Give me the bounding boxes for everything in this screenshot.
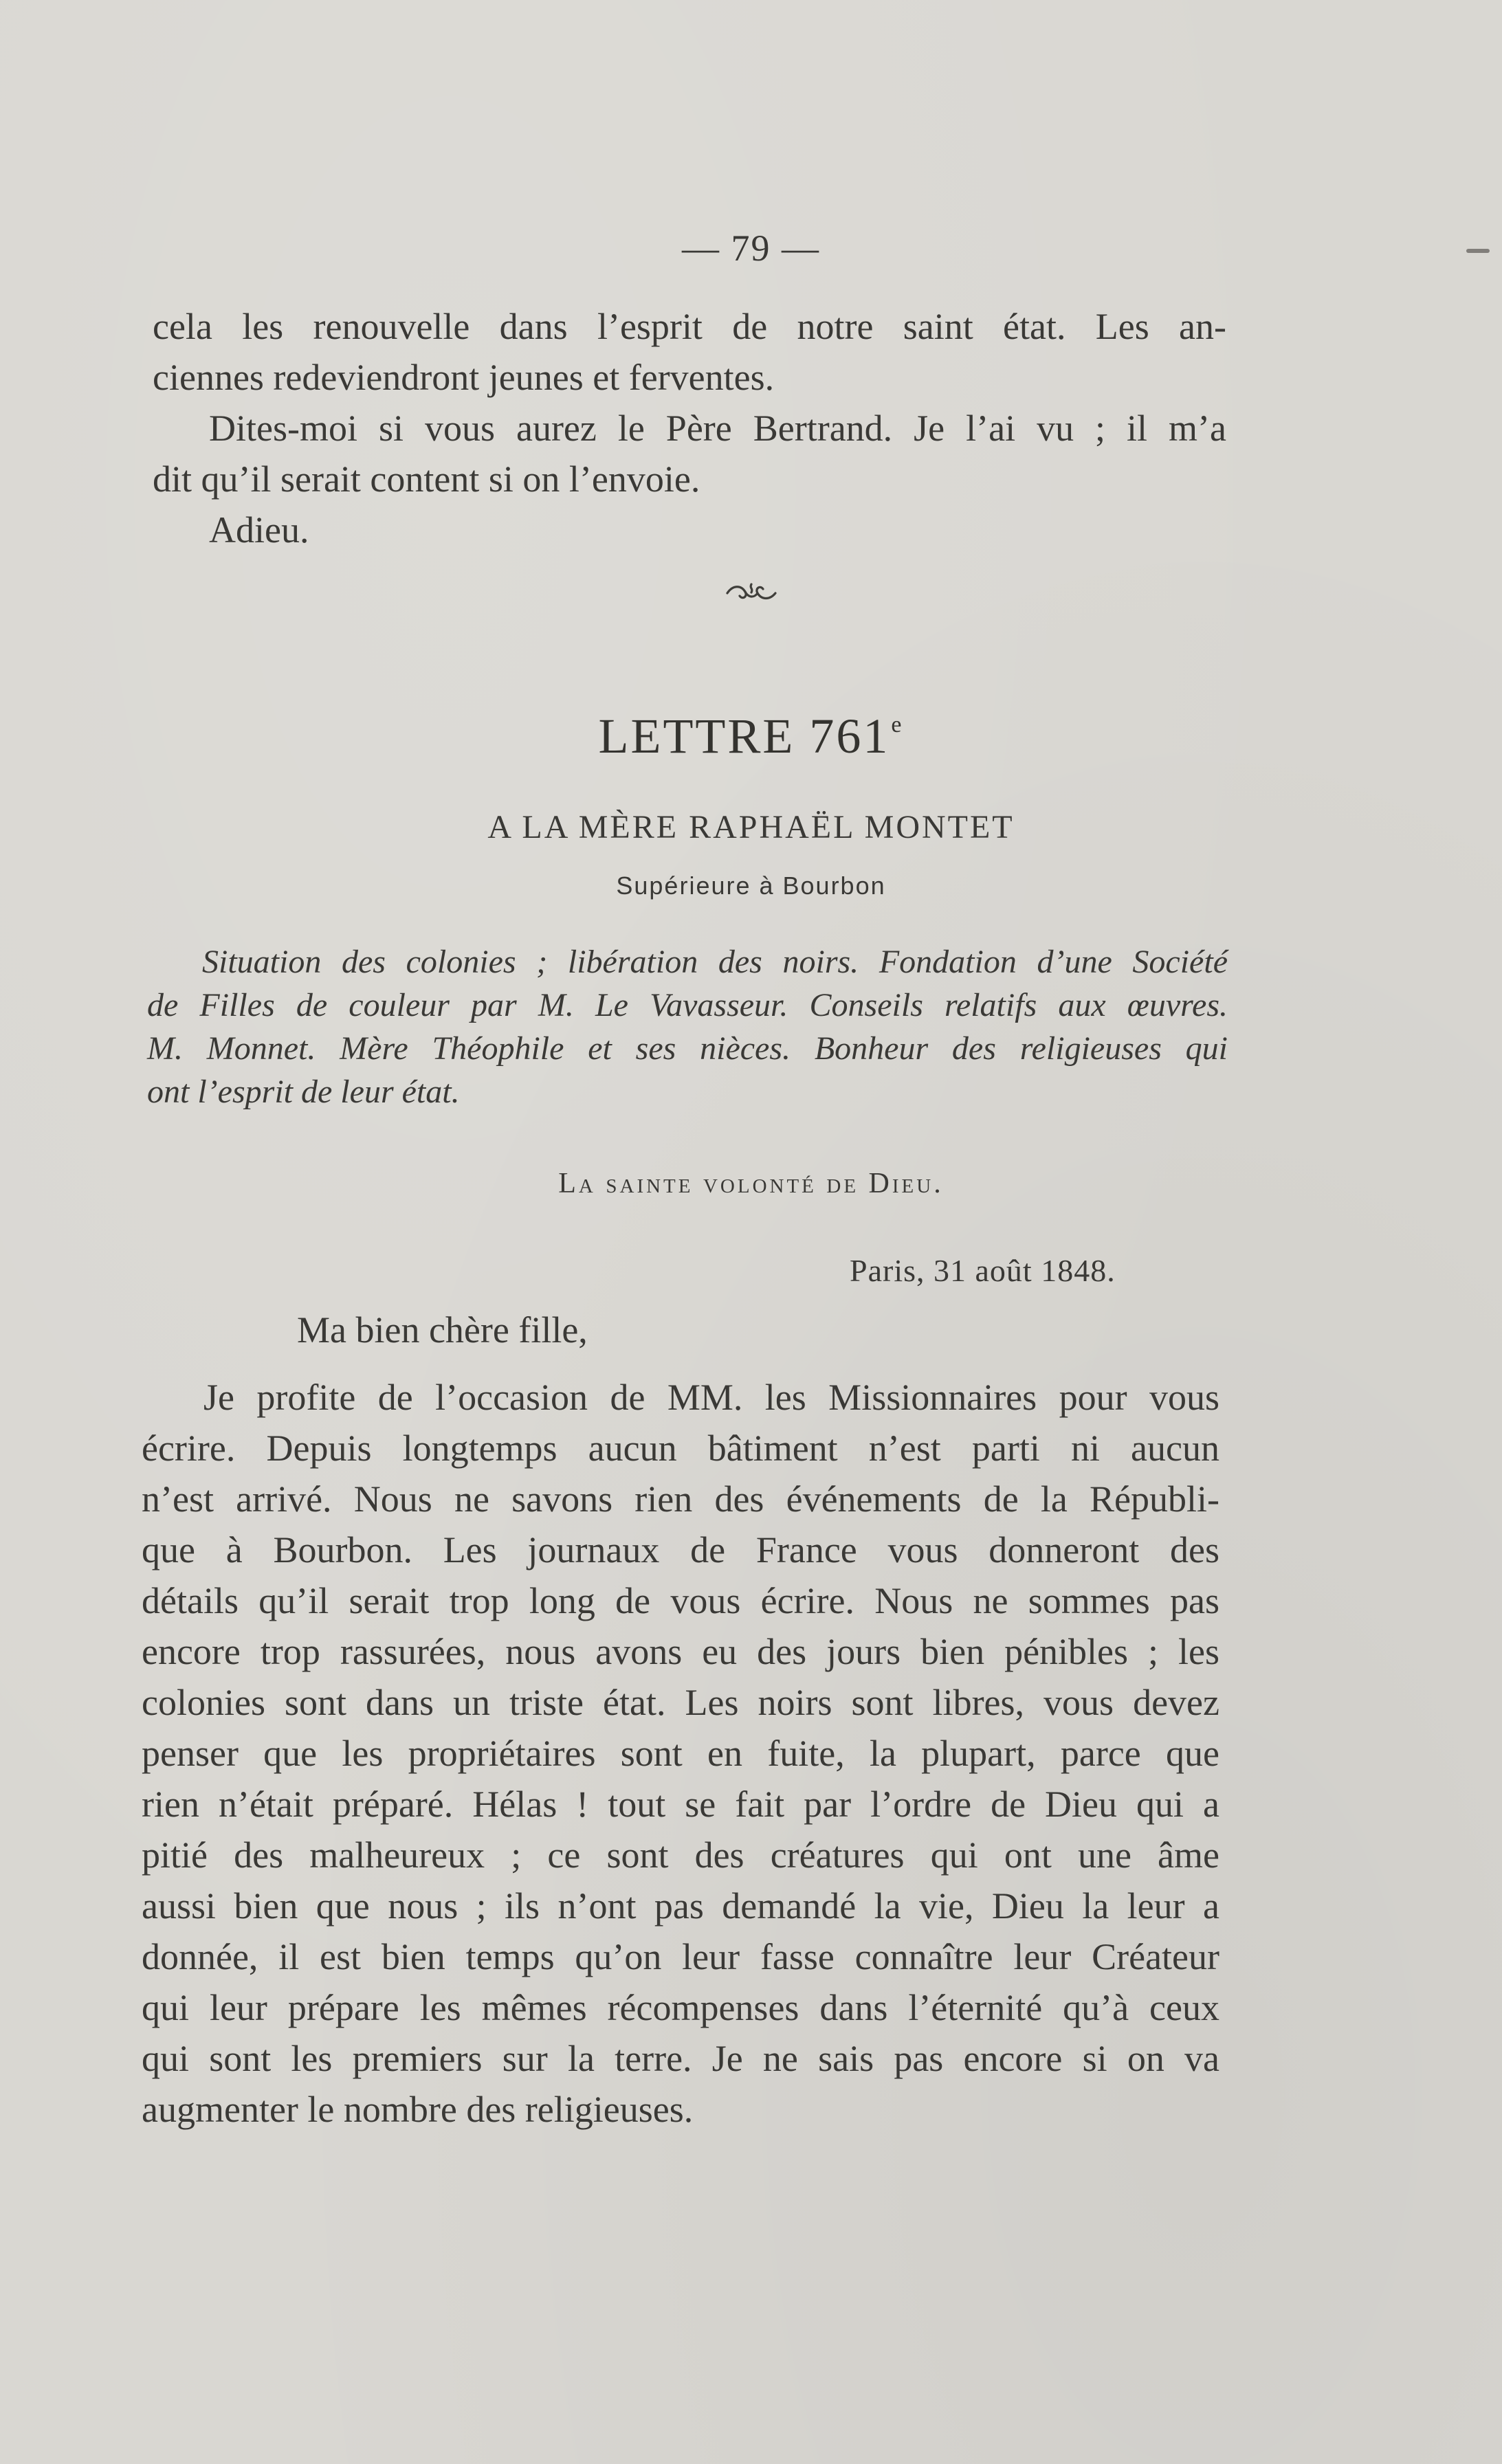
page-number: — 79 — <box>682 227 820 269</box>
summary-line: Situation des colonies ; libération des noirs. Fondation d’une Société <box>202 944 1228 980</box>
closing-adieu: Adieu. <box>209 509 309 551</box>
text-line: dit qu’il serait content si on l’envoie. <box>153 458 700 500</box>
body-line: donnée, il est bien temps qu’on leur fasse connaître leur Créateur <box>142 1936 1219 1977</box>
summary-line: M. Monnet. Mère Théophile et ses nièces. Bonheur des religieuses qui <box>147 1030 1228 1067</box>
letter-recipient: A LA MÈRE RAPHAËL MONTET <box>487 809 1015 845</box>
letter-salutation: Ma bien chère fille, <box>297 1309 588 1351</box>
body-line: Je profite de l’occasion de MM. les Missionnaires pour vous <box>203 1377 1219 1418</box>
recipient-subtitle: Supérieure à Bourbon <box>616 872 886 900</box>
previous-letter-ending <box>153 301 1226 555</box>
letter-body <box>142 1372 1219 2135</box>
body-line: rien n’était préparé. Hélas ! tout se fait par l’ordre de Dieu qui a <box>142 1784 1219 1825</box>
body-line: aussi bien que nous ; ils n’ont pas demandé la vie, Dieu la leur a <box>142 1885 1219 1927</box>
body-line: que à Bourbon. Les journaux de France vous donneront des <box>142 1529 1219 1570</box>
text-line: cela les renouvelle dans l’esprit de notre saint état. Les an- <box>153 306 1226 347</box>
letter-title-superscript: e <box>891 712 904 737</box>
letter-motto: La sainte volonté de Dieu. <box>558 1168 944 1199</box>
letter-title <box>0 708 1502 765</box>
body-line: écrire. Depuis longtemps aucun bâtiment n’est parti ni aucun <box>142 1428 1219 1469</box>
letter-summary <box>147 940 1228 1113</box>
body-line: n’est arrivé. Nous ne savons rien des événements de la Républi- <box>142 1478 1219 1520</box>
letter-title-text: LETTRE 761 <box>598 709 890 764</box>
letter-dateline: Paris, 31 août 1848. <box>850 1253 1116 1288</box>
body-line: pitié des malheureux ; ce sont des créatures qui ont une âme <box>142 1834 1219 1876</box>
body-line: colonies sont dans un triste état. Les noirs sont libres, vous devez <box>142 1682 1219 1723</box>
body-line: augmenter le nombre des religieuses. <box>142 2089 694 2130</box>
summary-line: de Filles de couleur par M. Le Vavasseur. Conseils relatifs aux œuvres. <box>147 987 1228 1023</box>
text-line: ciennes redeviendront jeunes et ferventes. <box>153 357 775 398</box>
body-line: qui sont les premiers sur la terre. Je ne sais pas encore si on va <box>142 2038 1219 2079</box>
text-line: Dites-moi si vous aurez le Père Bertrand. Je l’ai vu ; il m’a <box>209 408 1226 449</box>
body-line: qui leur prépare les mêmes récompenses dans l’éternité qu’à ceux <box>142 1987 1219 2028</box>
body-line: encore trop rassurées, nous avons eu des jours bien pénibles ; les <box>142 1631 1219 1672</box>
summary-line: ont l’esprit de leur état. <box>147 1074 460 1110</box>
fleuron-icon <box>0 579 1502 620</box>
body-line: penser que les propriétaires sont en fuite, la plupart, parce que <box>142 1733 1219 1774</box>
body-line: détails qu’il serait trop long de vous écrire. Nous ne sommes pas <box>142 1580 1219 1621</box>
